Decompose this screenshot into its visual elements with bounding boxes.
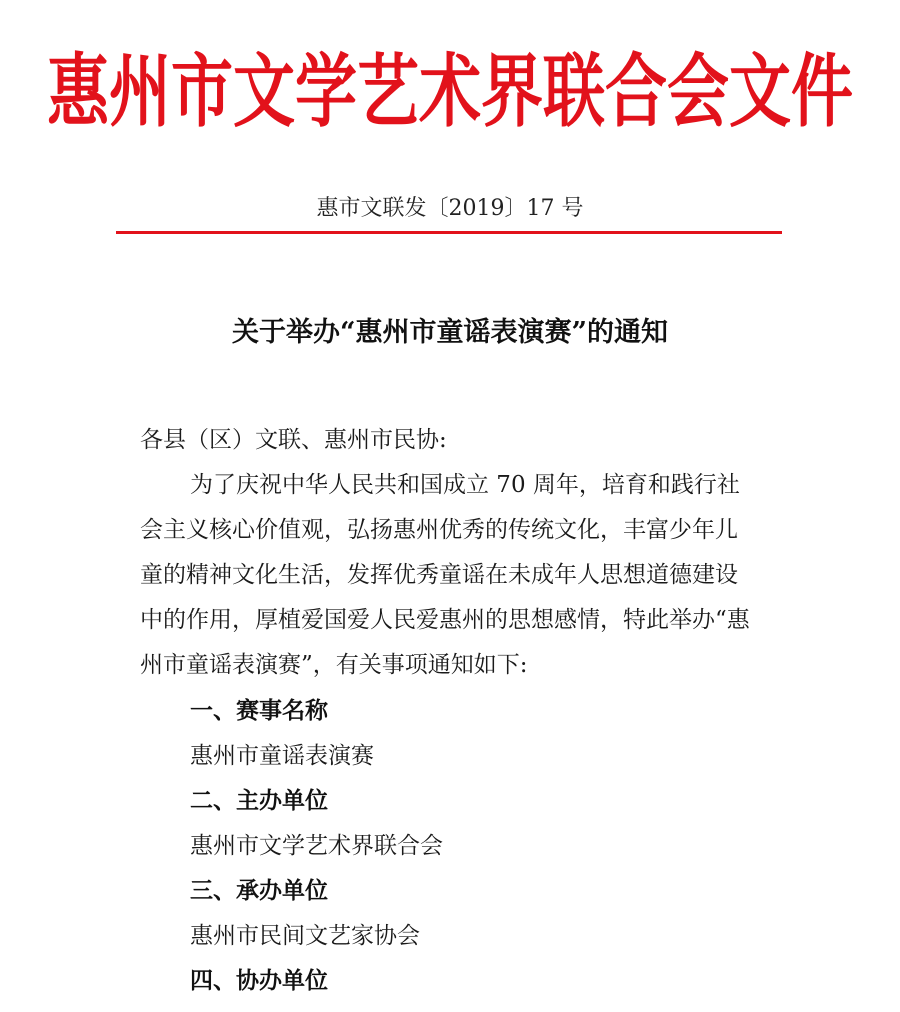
salutation: 各县（区）文联、惠州市民协:: [140, 427, 447, 453]
paragraph-line: 州市童谣表演赛”，有关事项通知如下:: [140, 652, 528, 678]
paragraph-line: 中的作用，厚植爱国爱人民爱惠州的思想感情，特此举办“惠: [140, 607, 750, 633]
section-heading: 三、承办单位: [190, 878, 328, 904]
section-content: 惠州市民间文艺家协会: [190, 923, 420, 949]
red-divider-line: [116, 231, 782, 234]
document-number: 惠市文联发〔2019〕17 号: [316, 196, 584, 221]
paragraph-line: 为了庆祝中华人民共和国成立 70 周年，培育和践行社: [190, 472, 740, 498]
paragraph-line: 会主义核心价值观，弘扬惠州优秀的传统文化，丰富少年儿: [140, 517, 738, 543]
section-content: 惠州市童谣表演赛: [190, 743, 374, 769]
paragraph-line: 童的精神文化生活，发挥优秀童谣在未成年人思想道德建设: [140, 562, 738, 588]
section-heading: 四、协办单位: [190, 968, 328, 994]
document-header-title: 惠州市文学艺术界联合会文件: [46, 44, 853, 139]
section-heading: 二、主办单位: [190, 788, 328, 814]
section-heading: 一、赛事名称: [190, 698, 328, 724]
notice-title: 关于举办“惠州市童谣表演赛”的通知: [231, 317, 669, 348]
section-content: 惠州市文学艺术界联合会: [190, 833, 443, 859]
